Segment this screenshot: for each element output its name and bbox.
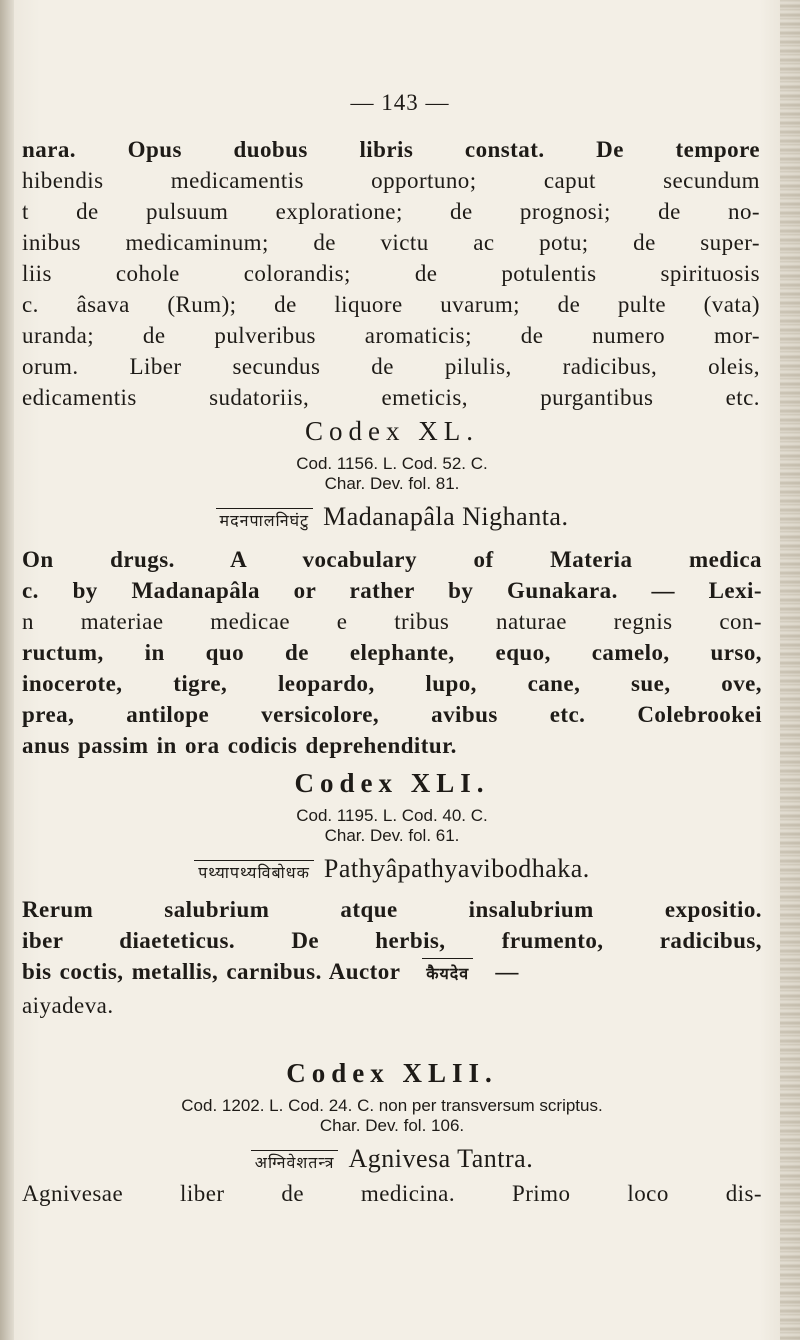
text-line: aiyadeva. <box>22 992 114 1018</box>
text-line: t de pulsuum exploratione; de prognosi; de no- <box>22 199 760 224</box>
text-line: n materiae medicae e tribus naturae regnis con- <box>22 609 762 634</box>
codex-reference: Cod. 1195. L. Cod. 40. C. <box>296 806 488 825</box>
text-line: inibus medicaminum; de victu ac potu; de super- <box>22 230 760 255</box>
right-binding-edge <box>780 0 800 1340</box>
text-line: orum. Liber secundus de pilulis, radicibus, oleis, <box>22 354 760 379</box>
codex-title: Codex XLII. <box>286 1058 498 1088</box>
text-line: On drugs. A vocabulary of Materia medica <box>22 547 762 572</box>
codex-reference: Char. Dev. fol. 81. <box>324 474 460 493</box>
work-title-line <box>22 854 762 890</box>
text-line: uranda; de pulveribus aromaticis; de numero mor- <box>22 323 760 348</box>
text-line <box>22 956 762 990</box>
text-line: Agnivesae liber de medicina. Primo loco dis- <box>22 1181 762 1206</box>
codex-reference: Char. Dev. fol. 106. <box>319 1116 465 1135</box>
codex-reference: Cod. 1156. L. Cod. 52. C. <box>296 454 488 473</box>
work-title: Madanapâla Nighanta. <box>323 502 569 531</box>
text-line: edicamentis sudatoriis, emeticis, purgantibus etc. <box>22 385 760 410</box>
text-line: c. âsava (Rum); de liquore uvarum; de pulte (vata) <box>22 292 760 317</box>
text-line: nara. Opus duobus libris constat. De tempore <box>22 137 760 162</box>
text-segment: bis coctis, metallis, carnibus. Auctor <box>22 959 400 984</box>
codex-title: Codex XLI. <box>294 768 490 798</box>
codex-42-section <box>22 1058 762 1209</box>
text-line: Rerum salubrium atque insalubrium expositio. <box>22 897 762 922</box>
text-line: inocerote, tigre, leopardo, lupo, cane, sue, ove, <box>22 671 762 696</box>
codex-reference: Char. Dev. fol. 61. <box>324 826 460 845</box>
work-title: Pathyâpathyavibodhaka. <box>323 854 590 883</box>
devanagari-title: अग्निवेशतन्त्र <box>251 1150 339 1173</box>
left-binding-edge <box>0 0 14 1340</box>
work-title: Agnivesa Tantra. <box>348 1144 534 1173</box>
text-line: ructum, in quo de elephante, equo, camelo, urso, <box>22 640 762 665</box>
work-title-line <box>22 502 762 538</box>
codex-title: Codex XL. <box>305 416 479 446</box>
text-line: prea, antilope versicolore, avibus etc. Colebrookei <box>22 702 762 727</box>
text-line: iber diaeteticus. De herbis, frumento, radicibus, <box>22 928 762 953</box>
page-header: — 143 — <box>350 90 450 115</box>
text-line: anus passim in ora codicis deprehenditur. <box>22 733 457 758</box>
codex-40-section <box>22 416 762 761</box>
codex-reference: Cod. 1202. L. Cod. 24. C. non per transversum scriptus. <box>181 1096 603 1115</box>
text-line: hibendis medicamentis opportuno; caput secundum <box>22 168 760 193</box>
dash: — <box>495 959 519 984</box>
devanagari-title: पथ्यापथ्यविबोधक <box>194 860 314 883</box>
text-line: liis cohole colorandis; de potulentis spirituosis <box>22 261 760 286</box>
codex-41-section <box>22 768 762 1021</box>
text-line: c. by Madanapâla or rather by Gunakara. — Lexi- <box>22 578 762 603</box>
work-title-line <box>22 1144 762 1178</box>
devanagari-title: मदनपालनिघंटु <box>216 508 314 531</box>
paragraph-opening <box>22 134 760 413</box>
devanagari-author: कैयदेव <box>422 958 473 990</box>
